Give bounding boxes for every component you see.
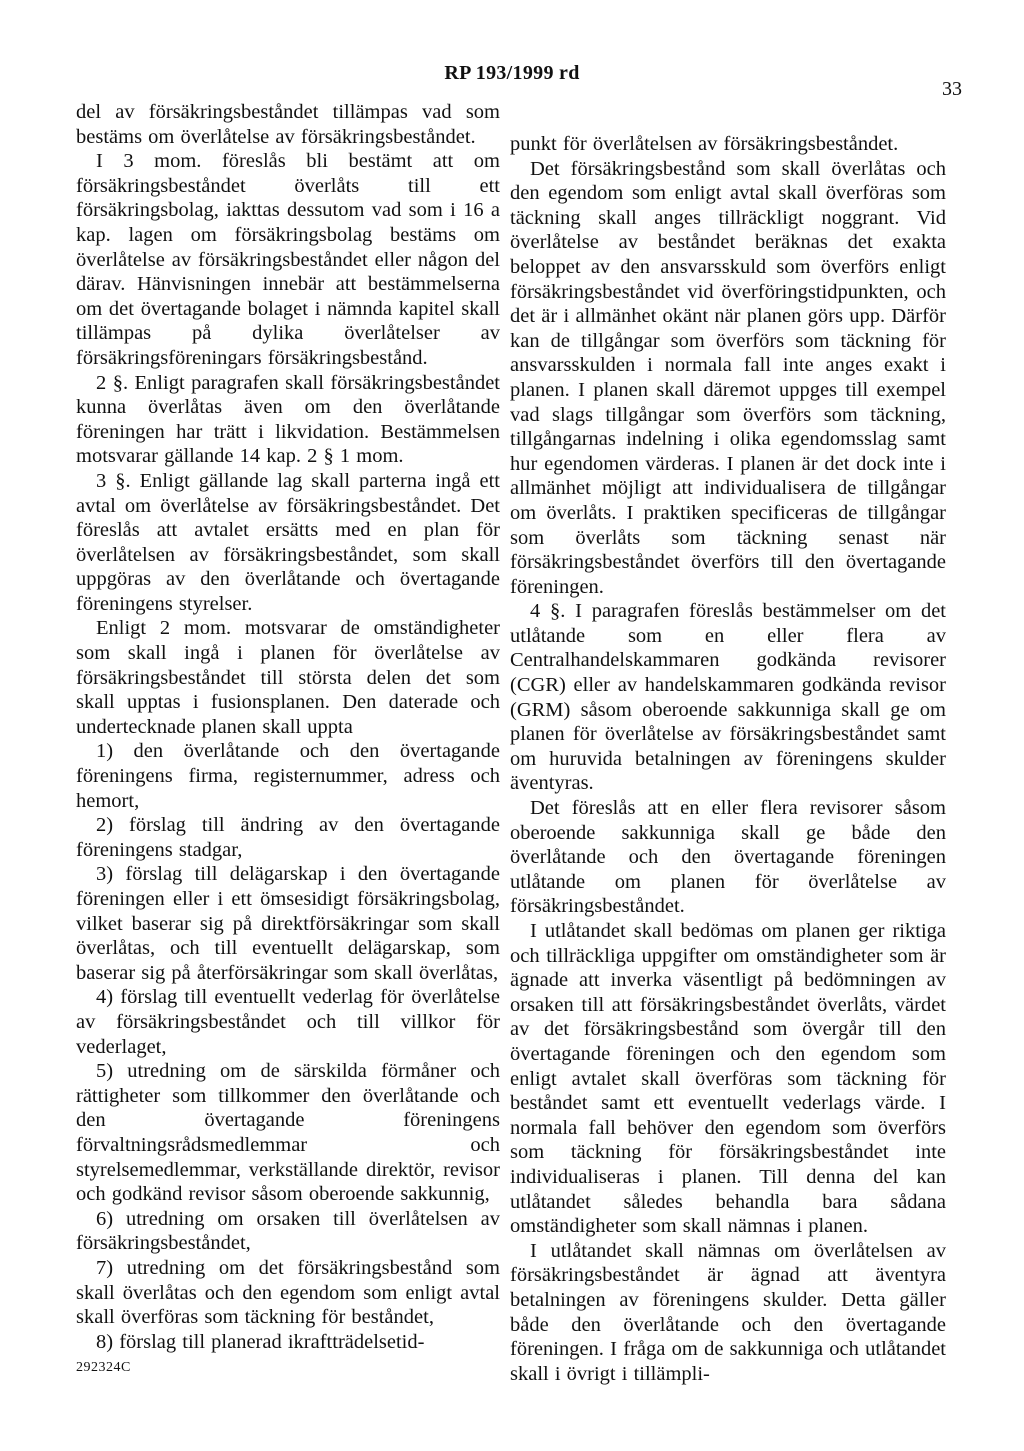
- paragraph: 3 §. Enligt gällande lag skall parterna ingå ett avtal om överlåtelse av försäkringsbeståndet. Det föreslås att avtalet ersätts med en plan för överlåtelsen av försäkringsbeståndet, som skall uppgöras av den överlåtande och övertagande föreningens styrelser.: [76, 469, 500, 615]
- paragraph: 8) förslag till planerad ikraftträdelsetid-: [96, 1330, 425, 1353]
- paragraph: I utlåtandet skall nämnas om överlåtelsen av försäkringsbeståndet är ägnad att äventyra betalningen av föreningens skulder. Detta gäller både den överlåtande och den övertagande föreningen. I fråga om de sakkunniga och utlåtandet skall i övrigt i tillämpli-: [510, 1239, 946, 1385]
- paragraph: 4 §. I paragrafen föreslås bestämmelser om det utlåtande som en eller flera av Centralhandelskammaren godkända revisorer (CGR) eller av handelskammaren godkända revisor (GRM) såsom oberoende sakkunniga skall ge om planen för överlåtelse av försäkringsbeståndet samt om huruvida betalningen av föreningens skulder äventyras.: [510, 600, 946, 795]
- paragraph: Det föreslås att en eller flera revisorer såsom oberoende sakkunniga skall ge både den överlåtande och den övertagande föreningen utlåtande om planen för överlåtelse av försäkringsbeståndet.: [510, 797, 946, 918]
- left-column: [76, 100, 500, 1354]
- paragraph: 6) utredning om orsaken till överlåtelsen av försäkringsbeståndet,: [76, 1207, 500, 1255]
- page-header-title: RP 193/1999 rd: [444, 62, 580, 84]
- paragraph: Enligt 2 mom. motsvarar de omständigheter som skall ingå i planen för överlåtelse av försäkringsbeståndet till största delen det som skall upptas i fusionsplanen. Den daterade och undertecknade planen skall uppta: [76, 617, 500, 738]
- paragraph: 3) förslag till delägarskap i den övertagande föreningen eller i ett ömsesidigt försäkringsbolag, vilket baserar sig på direktförsäkringar som skall överlåtas, och till eventuellt delägarskap, som baserar sig på återförsäkringar som skall överlåtas,: [76, 863, 500, 984]
- paragraph: I 3 mom. föreslås bli bestämt att om försäkringsbeståndet överlåts till ett försäkringsbolag, iakttas dessutom vad som i 16 a kap. lagen om försäkringsbolag bestäms om överlåtelse av försäkringsbeståndet eller någon del därav. Hänvisningen innebär att bestämmelserna om det övertagande bolaget i nämnda kapitel skall tillämpas på dylika överlåtelser av försäkringsföreningars försäkringsbestånd.: [76, 150, 500, 369]
- paragraph: 4) förslag till eventuellt vederlag för överlåtelse av försäkringsbeståndet och till villkor för vederlaget,: [76, 986, 500, 1058]
- page-number: 33: [942, 78, 962, 100]
- right-column: [510, 132, 946, 1386]
- paragraph: I utlåtandet skall bedömas om planen ger riktiga och tillräckliga uppgifter om omständigheter som är ägnade att inverka väsentligt på bedömningen av orsaken till att försäkringsbeståndet överlåts, värdet av det försäkringsbestånd som övergår till den övertagande föreningen och den egendom som enligt avtalet skall överföras som täckning för beståndet samt ett eventuellt vederlags värde. I normala fall behöver den egendom som överförs som täckning för försäkringsbeståndet inte individualiseras i planen. Till denna del kan utlåtandet således behandla bara sådana omständigheter som skall nämnas i planen.: [510, 920, 946, 1238]
- paragraph: 5) utredning om de särskilda förmåner och rättigheter som tillkommer den överlåtande och den övertagande föreningens förvaltningsrådsmedlemmar och styrelsemedlemmar, verkställande direktör, revisor och godkänd revisor såsom oberoende sakkunnig,: [76, 1060, 500, 1206]
- paragraph: 2) förslag till ändring av den övertagande föreningens stadgar,: [76, 814, 500, 861]
- paragraph: del av försäkringsbeståndet tillämpas vad som bestäms om överlåtelse av försäkringsbeståndet.: [76, 101, 500, 148]
- paragraph: punkt för överlåtelsen av försäkringsbeståndet.: [510, 133, 899, 155]
- document-code: 292324C: [76, 1360, 131, 1375]
- paragraph: 7) utredning om det försäkringsbestånd som skall överlåtas och den egendom som enligt avtal skall överföras som täckning för beståndet,: [76, 1256, 500, 1329]
- paragraph: Det försäkringsbestånd som skall överlåtas och den egendom som enligt avtal skall överföras som täckning skall anges tillräckligt noggrant. Vid överlåtelse av beståndet beräknas det exakta beloppet av den ansvarsskuld som överförs enligt försäkringsbeståndet vid överföringstidpunkten, och det är i allmänhet okänt när planen görs upp. Därför kan de tillgångar som överförs som täckning för ansvarsskulden i normala fall inte anges exakt i planen. I planen skall däremot uppges till exempel vad slags tillgångar som överförs som täckning, tillgångarnas indelning i olika egendomsslag samt hur egendomen värderas. I planen är det dock inte i allmänhet möjligt att individualisera de tillgångar om överlåts. I praktiken specificeras de tillgångar som överlåts som täckning senast när försäkringsbeståndet överförs till den övertagande föreningen.: [510, 157, 946, 598]
- paragraph: 2 §. Enligt paragrafen skall försäkringsbeståndet kunna överlåtas även om den överlåtande föreningen har trätt i likvidation. Bestämmelsen motsvarar gällande 14 kap. 2 § 1 mom.: [76, 371, 500, 468]
- paragraph: 1) den överlåtande och den övertagande föreningens firma, registernummer, adress och hemort,: [76, 740, 500, 812]
